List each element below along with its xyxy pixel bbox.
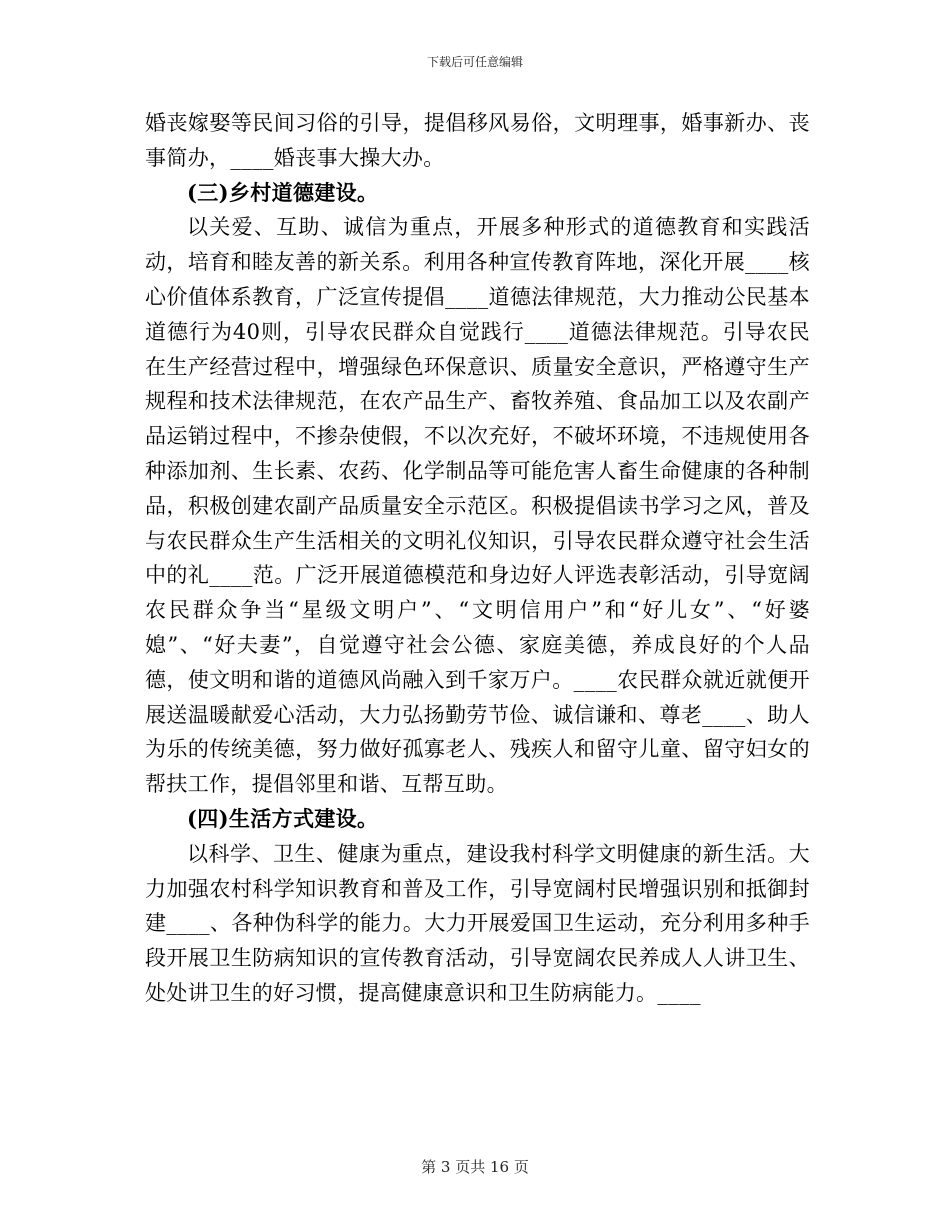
- section-heading-lifestyle: (四)生活方式建设。: [187, 805, 379, 831]
- section-heading-moral: (三)乡村道德建设。: [187, 179, 379, 205]
- paragraph-continued: 婚丧嫁娶等民间习俗的引导，提倡移风易俗，文明理事，婚事新办、丧事简办，____婚丧事大操大办。: [145, 111, 810, 170]
- paragraph-lifestyle-construction: 以科学、卫生、健康为重点，建设我村科学文明健康的新生活。大力加强农村科学知识教育和普及工作，引导宽阔村民增强识别和抵御封建____、各种伪科学的能力。大力开展爱国卫生运动，充分利用多种手段开展卫生防病知识的宣传教育活动，引导宽阔农民养成人人讲卫生、处处讲卫生的好习惯，提高健康意识和卫生防病能力。____: [145, 841, 810, 1005]
- page-header: 下载后可任意编辑: [426, 55, 523, 69]
- page-footer: 第 3 页共 16 页: [421, 1158, 529, 1176]
- document-body: [145, 106, 810, 1011]
- paragraph-moral-construction: 以关爱、互助、诚信为重点，开展多种形式的道德教育和实践活动，培育和睦友善的新关系。利用各种宣传教育阵地，深化开展____核心价值体系教育，广泛宣传提倡____道德法律规范，大力推动公民基本道德行为40则，引导农民群众自觉践行____道德法律规范。引导农民在生产经营过程中，增强绿色环保意识、质量安全意识，严格遵守生产规程和技术法律规范，在农产品生产、畜牧养殖、食品加工以及农副产品运销过程中，不掺杂使假，不以次充好，不破坏环境，不违规使用各种添加剂、生长素、农药、化学制品等可能危害人畜生命健康的各种制品，积极创建农副产品质量安全示范区。积极提倡读书学习之风，普及与农民群众生产生活相关的文明礼仪知识，引导农民群众遵守社会生活中的礼____范。广泛开展道德模范和身边好人评选表彰活动，引导宽阔农民群众争当“星级文明户”、“文明信用户”和“好儿女”、“好婆媳”、“好夫妻”，自觉遵守社会公德、家庭美德，养成良好的个人品德，使文明和谐的道德风尚融入到千家万户。____农民群众就近就便开展送温暖献爱心活动，大力弘扬勤劳节俭、诚信谦和、尊老____、助人为乐的传统美德，努力做好孤寡老人、残疾人和留守儿童、留守妇女的帮扶工作，提倡邻里和谐、互帮互助。: [145, 215, 810, 797]
